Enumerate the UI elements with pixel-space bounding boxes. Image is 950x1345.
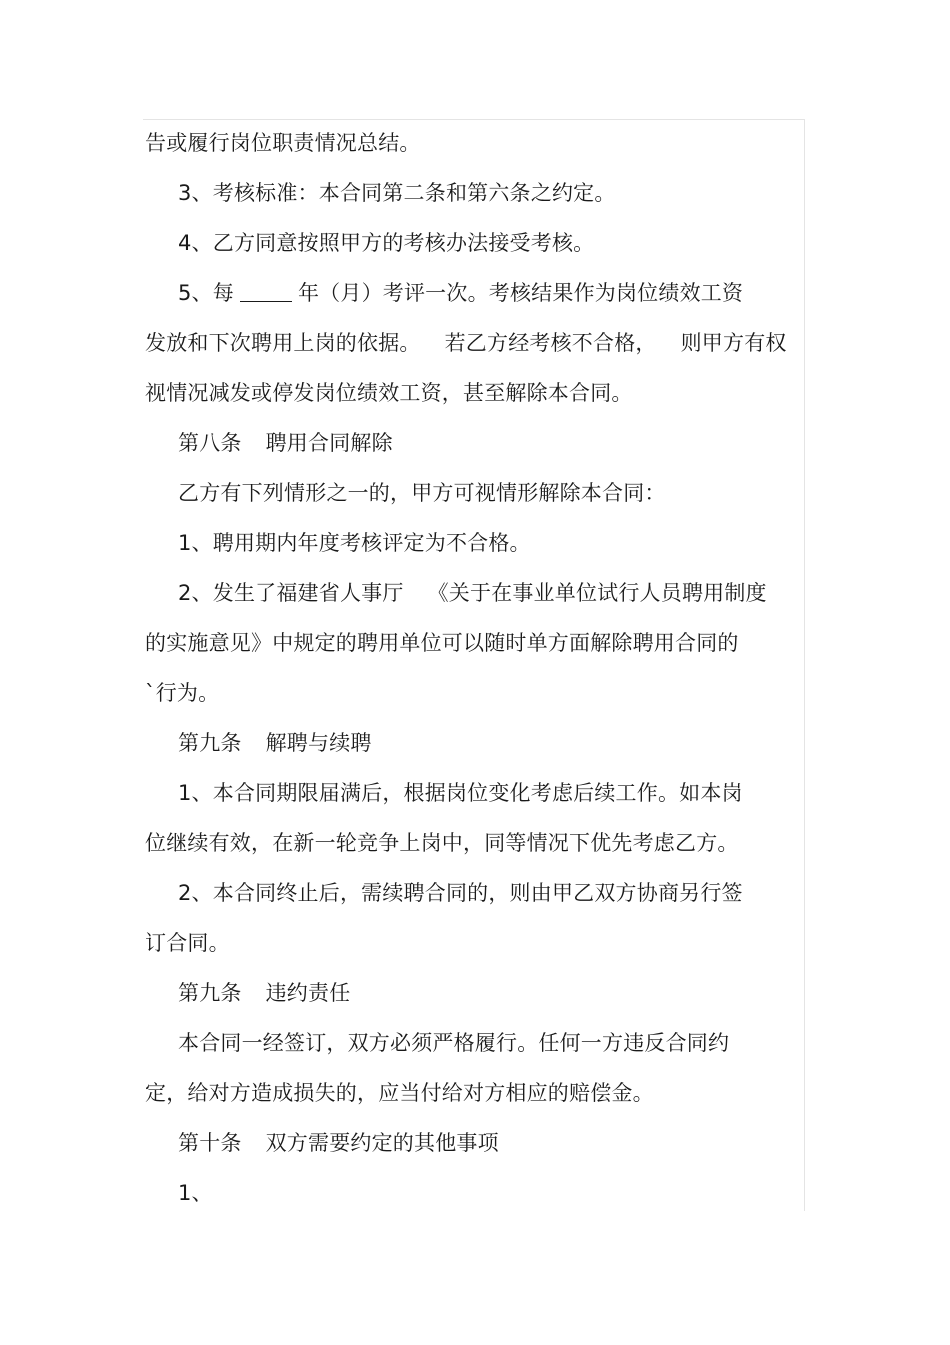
text-segment: 2、发生了福建省人事厅 (178, 581, 404, 605)
text-line (145, 272, 800, 322)
document-body (145, 122, 800, 1222)
text-line: 1、聘用期内年度考核评定为不合格。 (178, 531, 531, 555)
text-segment: 5、每 (178, 281, 234, 305)
text-line: 位继续有效，在新一轮竞争上岗中，同等情况下优先考虑乙方。 (145, 831, 739, 855)
section-heading (145, 972, 800, 1022)
section-title: 聘用合同解除 (265, 431, 393, 455)
section-number: 第八条 (178, 431, 242, 455)
section-number: 第九条 (178, 731, 242, 755)
text-line: 2、本合同终止后，需续聘合同的，则由甲乙双方协商另行签 (178, 881, 743, 905)
text-line: 定，给对方造成损失的，应当付给对方相应的赔偿金。 (145, 1081, 654, 1105)
section-title: 解聘与续聘 (265, 731, 372, 755)
section-title: 违约责任 (265, 981, 351, 1005)
text-line: 告或履行岗位职责情况总结。 (145, 131, 421, 155)
text-line: `行为。 (145, 681, 220, 705)
text-segment: 年（月）考评一次。考核结果作为岗位绩效工资 (297, 281, 744, 305)
text-line: 的实施意见》中规定的聘用单位可以随时单方面解除聘用合同的 (145, 631, 739, 655)
text-segment: 则甲方有权 (680, 331, 787, 355)
text-segment: 若乙方经考核不合格， (444, 331, 657, 355)
text-line: 订合同。 (145, 931, 230, 955)
text-line: 本合同一经签订，双方必须严格履行。任何一方违反合同约 (178, 1031, 730, 1055)
text-segment: 发放和下次聘用上岗的依据。 (145, 331, 421, 355)
section-heading (145, 722, 800, 772)
text-line: 3、考核标准：本合同第二条和第六条之约定。 (178, 181, 616, 205)
text-line: 1、本合同期限届满后，根据岗位变化考虑后续工作。如本岗 (178, 781, 743, 805)
text-line (145, 322, 800, 372)
text-line: 4、乙方同意按照甲方的考核办法接受考核。 (178, 231, 595, 255)
section-heading (145, 422, 800, 472)
text-segment: 《关于在事业单位试行人员聘用制度 (427, 581, 767, 605)
fill-in-blank (240, 273, 292, 302)
section-number: 第十条 (178, 1131, 242, 1155)
text-line (145, 572, 800, 622)
text-line: 1、 (178, 1181, 213, 1205)
text-line: 乙方有下列情形之一的，甲方可视情形解除本合同： (178, 481, 666, 505)
section-number: 第九条 (178, 981, 242, 1005)
text-line: 视情况减发或停发岗位绩效工资，甚至解除本合同。 (145, 381, 633, 405)
section-title: 双方需要约定的其他事项 (265, 1131, 499, 1155)
section-heading (145, 1122, 800, 1172)
